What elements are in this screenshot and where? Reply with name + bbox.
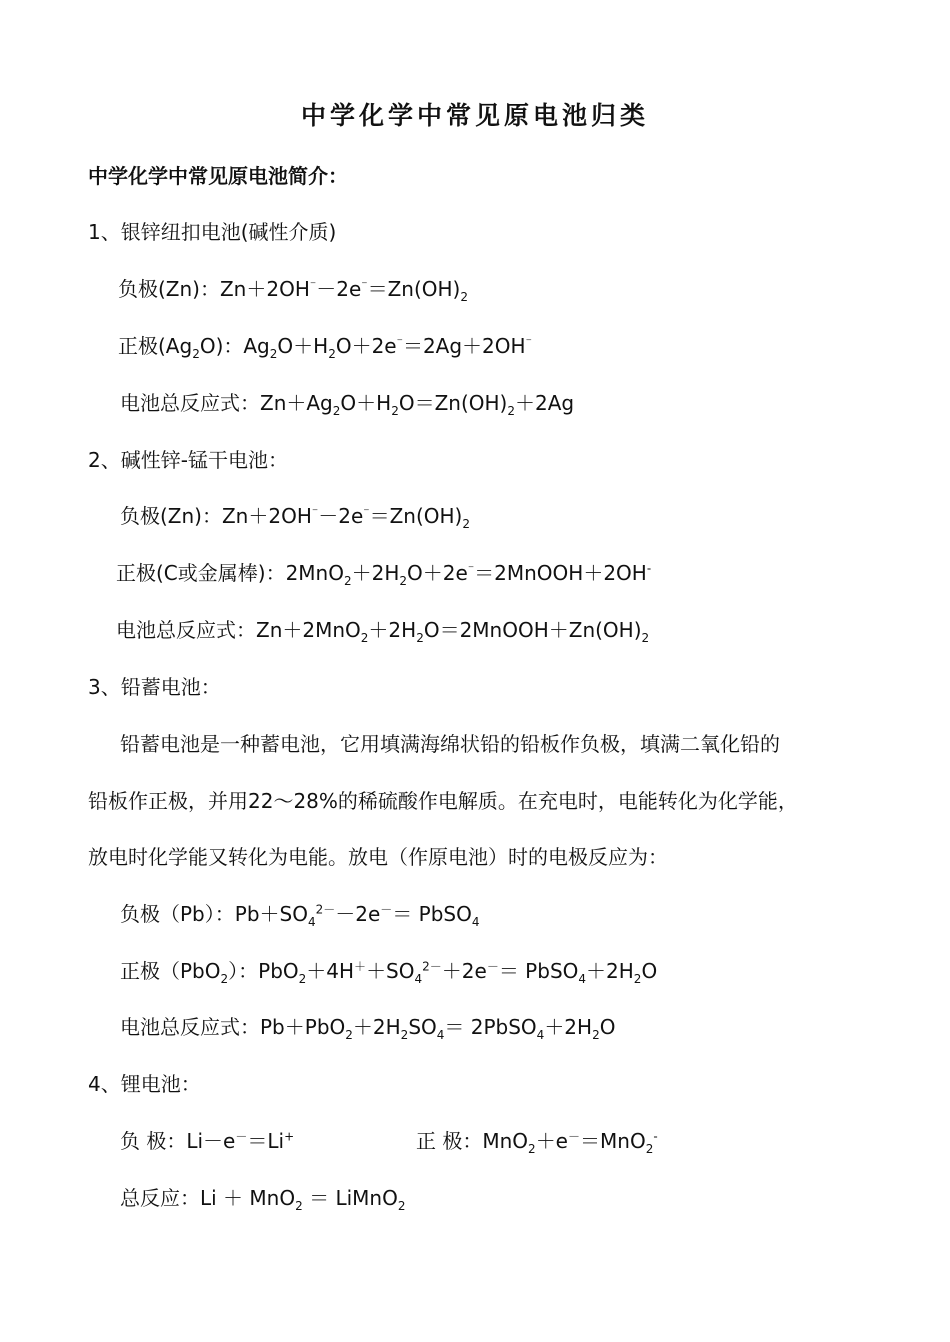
s2-positive-electrode: 正极(C或金属棒)：$2MnO_2+2H_2O+2e^{^-}=2MnOOH+2OH^-$	[116, 561, 652, 588]
section-3-heading: 3、铅蓄电池：	[88, 675, 221, 699]
s3-negative-electrode: 负极（Pb）：$Pb+SO_4^{2-}-2e^-=$ PbSO$_4$	[120, 902, 480, 929]
page-title: 中学化学中常见原电池归类	[300, 101, 649, 130]
s4-positive-electrode: 正 极：MnO$_2$＋e－＝MnO$_2$-	[416, 1129, 658, 1156]
s4-negative-electrode: 负 极：Li－e－＝Li+	[120, 1129, 295, 1153]
s1-negative-electrode: 负极(Zn)：$Zn+2OH^{^-}-2e^{^-}=Zn(OH)_2$	[118, 277, 468, 304]
s1-total-reaction: 电池总反应式：$Zn+Ag_2O+H_2O=Zn(OH)_2+2Ag$	[120, 391, 575, 418]
section-1-heading: 1、银锌纽扣电池(碱性介质)	[88, 220, 337, 244]
s2-negative-electrode: 负极(Zn)：$Zn+2OH^{^-}-2e^{^-}=Zn(OH)_2$	[120, 504, 470, 531]
s3-total-reaction: 电池总反应式：$Pb+PbO_2+2H_2SO_4=$ $2PbSO_4+2H_2O$	[120, 1015, 616, 1042]
s4-total-reaction: 总反应：Li ＋ MnO$_2$ ＝ LiMnO$_2$	[120, 1186, 406, 1213]
s1-positive-electrode: 正极$(Ag_2O)$：$Ag_2O+H_2O+2e^{^-}=2Ag+2OH^{^-}$	[118, 334, 532, 361]
s3-paragraph-line-1: 铅蓄电池是一种蓄电池，它用填满海绵状铅的铅板作负极，填满二氧化铅的	[120, 732, 780, 756]
s3-positive-electrode: 正极（PbO$_2$）：$PbO_2+4H^++SO_4^{2-}+2e^-=$ $PbSO_4+2H_2O$	[120, 959, 658, 986]
intro-heading: 中学化学中常见原电池简介：	[88, 164, 348, 188]
section-2-heading: 2、碱性锌-锰干电池：	[88, 448, 288, 472]
s2-total-reaction: 电池总反应式：$Zn+2MnO_2+2H_2O=2MnOOH+Zn(OH)_2$	[116, 618, 650, 645]
s3-paragraph-line-2: 铅板作正极，并用22～28%的稀硫酸作电解质。在充电时，电能转化为化学能，	[88, 789, 798, 813]
s3-paragraph-line-3: 放电时化学能又转化为电能。放电（作原电池）时的电极反应为：	[88, 845, 668, 869]
section-4-heading: 4、锂电池：	[88, 1072, 201, 1096]
